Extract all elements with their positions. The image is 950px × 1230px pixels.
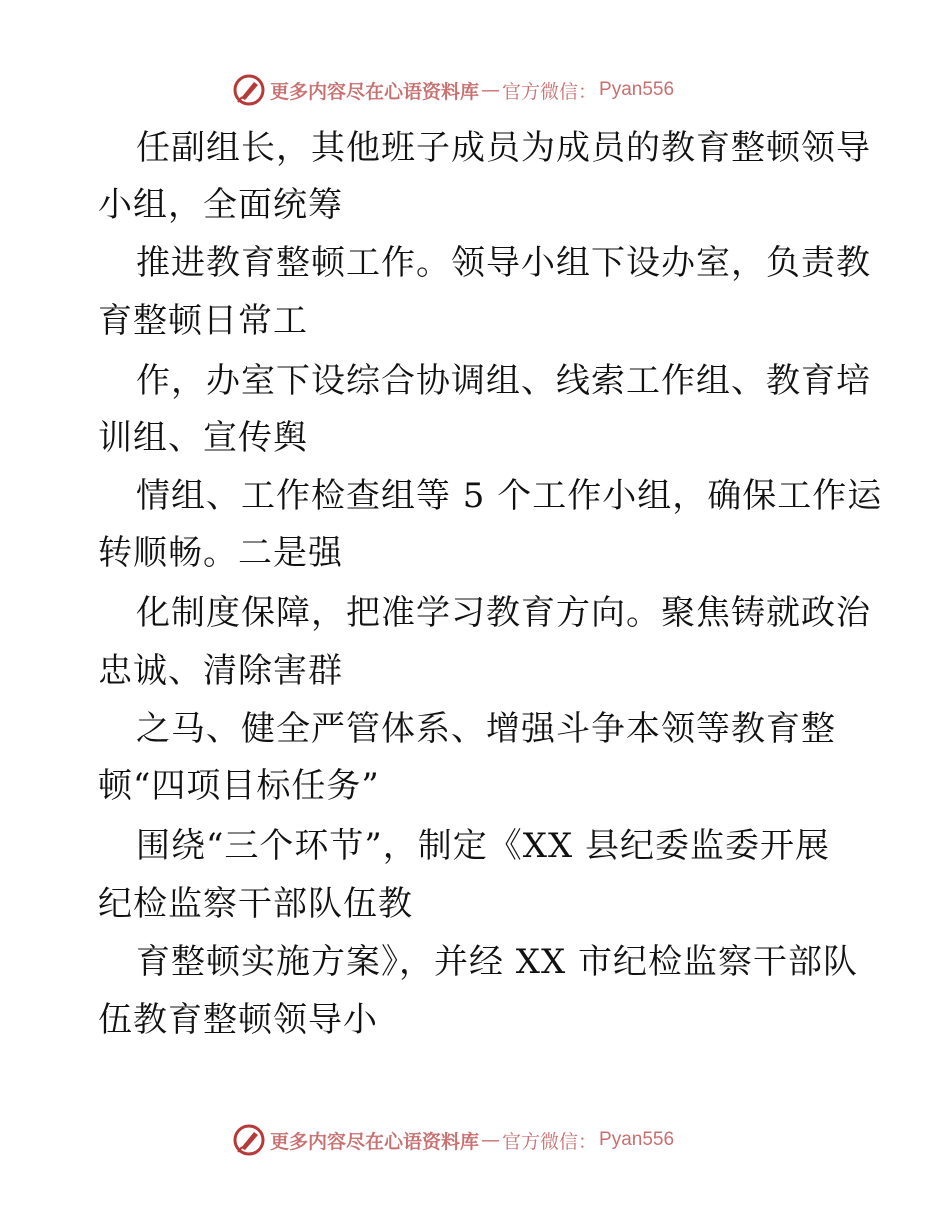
watermark-account-id: Pyan556 [599, 1129, 675, 1150]
header-watermark [232, 70, 732, 110]
text-line: 忠诚、清除害群 [98, 651, 343, 691]
watermark-main-text: 更多内容尽在心语资料库 [270, 80, 480, 103]
watermark-main-text: 更多内容尽在心语资料库 [270, 1130, 480, 1153]
watermark-dash: — [481, 1129, 501, 1151]
text-line: 训组、宣传舆 [98, 418, 308, 458]
text-line: 之马、健全严管体系、增强斗争本领等教育整 [136, 709, 836, 749]
watermark-account-id: Pyan556 [599, 79, 675, 100]
text-line: 伍教育整顿领导小 [98, 1000, 378, 1040]
text-line: 小组，全面统筹 [98, 185, 343, 225]
text-line: 育整顿实施方案》，并经 XX 市纪检监察干部队 [136, 942, 859, 982]
text-line: 围绕“三个环节”，制定《XX 县纪委监委开展 [136, 826, 830, 866]
watermark-sub-text: 官方微信： [502, 1130, 598, 1153]
watermark-sub-text: 官方微信： [502, 80, 598, 103]
watermark-dash: — [481, 79, 501, 101]
quill-logo-icon [232, 1123, 266, 1157]
text-line: 转顺畅。二是强 [98, 533, 343, 573]
text-line: 顿“四项目标任务” [98, 766, 380, 806]
text-line: 纪检监察干部队伍教 [98, 884, 413, 924]
text-line: 任副组长，其他班子成员为成员的教育整顿领导 [136, 128, 871, 168]
quill-logo-icon [232, 73, 266, 107]
text-line: 作，办室下设综合协调组、线索工作组、教育培 [136, 361, 871, 401]
text-line: 情组、工作检查组等 5 个工作小组，确保工作运 [136, 476, 883, 516]
text-line: 育整顿日常工 [98, 301, 308, 341]
footer-watermark [232, 1120, 732, 1160]
text-line: 推进教育整顿工作。领导小组下设办室，负责教 [136, 243, 871, 283]
text-line: 化制度保障，把准学习教育方向。聚焦铸就政治 [136, 593, 871, 633]
